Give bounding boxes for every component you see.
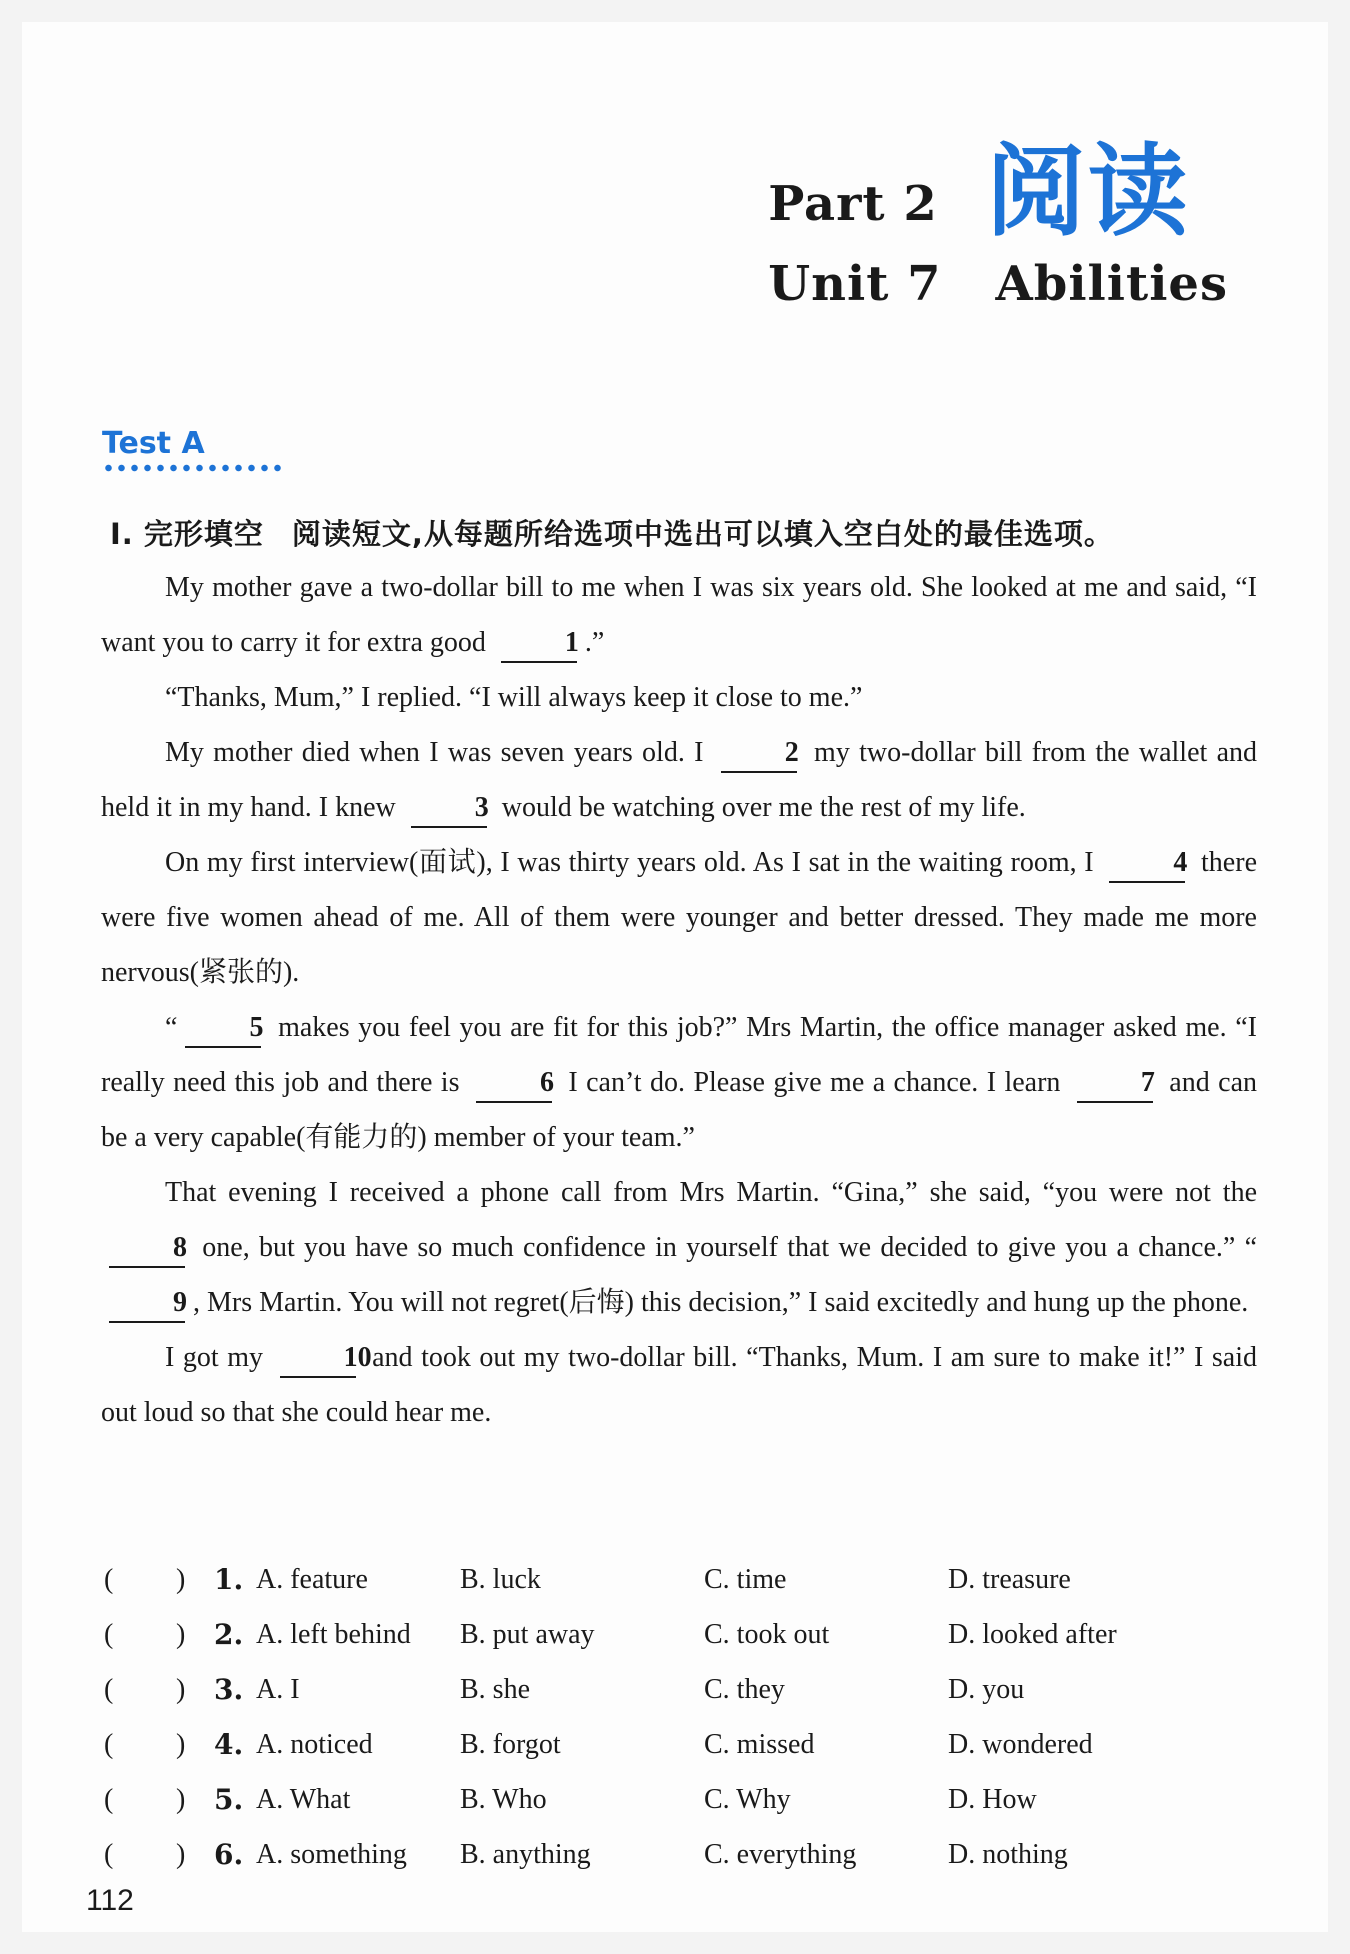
option-b[interactable]: B. forgot	[460, 1728, 561, 1760]
answer-bracket[interactable]: ( )	[104, 1838, 186, 1870]
paragraph-4	[101, 835, 1257, 1000]
test-label: Test A	[102, 426, 205, 461]
section-title: 完形填空	[143, 517, 264, 551]
textbook-page	[22, 22, 1328, 1932]
option-c[interactable]: C. took out	[704, 1618, 830, 1650]
option-a[interactable]: A. feature	[256, 1563, 368, 1595]
blank-9[interactable]: 9	[109, 1285, 185, 1323]
blank-4[interactable]: 4	[1109, 845, 1185, 883]
passage-text: , Mrs Martin. You will not regret(后悔) this decision,” I said excitedly and hung up the phone.	[193, 1287, 1249, 1318]
passage-text: “Thanks, Mum,” I replied. “I will always keep it close to me.”	[165, 682, 863, 713]
passage-text: My mother gave a two-dollar bill to me when I was six years old. She looked at me and said, “I want you to carry it for extra good	[101, 572, 1257, 658]
passage-text: I can’t do. Please give me a chance. I learn	[568, 1067, 1061, 1098]
blank-6[interactable]: 6	[476, 1065, 552, 1103]
answer-bracket[interactable]: ( )	[104, 1563, 186, 1595]
option-b[interactable]: B. anything	[460, 1838, 591, 1870]
passage-text: On my first interview(面试), I was thirty years old. As I sat in the waiting room, I	[165, 847, 1094, 878]
blank-1[interactable]: 1	[501, 625, 577, 663]
option-d[interactable]: D. wondered	[948, 1728, 1093, 1760]
passage-text: there were five women ahead of me. All of them were younger and better dressed. They made me more nervous(紧张的).	[101, 847, 1257, 988]
option-c[interactable]: C. everything	[704, 1838, 857, 1870]
passage-text: “	[165, 1012, 178, 1043]
option-b[interactable]: B. luck	[460, 1563, 541, 1595]
page-number: 112	[86, 1884, 134, 1917]
passage-text: My mother died when I was seven years old. I	[165, 737, 704, 768]
option-b[interactable]: B. Who	[460, 1783, 547, 1815]
option-a[interactable]: A. I	[256, 1673, 300, 1705]
cloze-passage	[101, 560, 1257, 1440]
unit-label: Unit 7	[768, 256, 942, 312]
dotted-underline	[102, 464, 286, 472]
question-number: 1.	[214, 1563, 244, 1596]
answer-bracket[interactable]: ( )	[104, 1673, 186, 1705]
option-d[interactable]: D. treasure	[948, 1563, 1071, 1595]
answer-bracket[interactable]: ( )	[104, 1618, 186, 1650]
option-a[interactable]: A. left behind	[256, 1618, 411, 1650]
blank-7[interactable]: 7	[1077, 1065, 1153, 1103]
paragraph-5	[101, 1000, 1257, 1165]
blank-8[interactable]: 8	[109, 1230, 185, 1268]
option-a[interactable]: A. noticed	[256, 1728, 373, 1760]
question-number: 5.	[214, 1783, 244, 1816]
part-heading	[768, 133, 1228, 250]
passage-text: makes you feel you are fit for this job?” Mrs Martin, the office manager asked me. “I really need this job and there is	[101, 1012, 1257, 1098]
passage-text: one, but you have so much confidence in yourself that we decided to give you a chance.” “	[202, 1232, 1258, 1263]
answer-bracket[interactable]: ( )	[104, 1728, 186, 1760]
option-d[interactable]: D. nothing	[948, 1838, 1068, 1870]
unit-heading	[768, 256, 1228, 312]
section-instruction: 阅读短文,从每题所给选项中选出可以填入空白处的最佳选项。	[291, 517, 1114, 551]
option-a[interactable]: A. What	[256, 1783, 351, 1815]
answer-bracket[interactable]: ( )	[104, 1783, 186, 1815]
question-row	[104, 1662, 1264, 1717]
question-list	[104, 1552, 1264, 1882]
unit-title: Abilities	[995, 256, 1228, 312]
paragraph-7	[101, 1330, 1257, 1440]
part-label: Part 2	[768, 176, 938, 232]
paragraph-2	[101, 670, 1257, 725]
paragraph-3	[101, 725, 1257, 835]
question-row	[104, 1607, 1264, 1662]
passage-text: That evening I received a phone call from Mrs Martin. “Gina,” she said, “you were not the	[165, 1177, 1257, 1208]
blank-5[interactable]: 5	[185, 1010, 261, 1048]
blank-2[interactable]: 2	[721, 735, 797, 773]
part-chinese-title: 阅读	[985, 133, 1190, 250]
question-number: 6.	[214, 1838, 244, 1871]
passage-text: and can be a very capable(有能力的) member of your team.”	[101, 1067, 1258, 1153]
option-c[interactable]: C. time	[704, 1563, 787, 1595]
question-number: 2.	[214, 1618, 244, 1651]
passage-text: my two-dollar bill from the wallet and held it in my hand. I knew	[101, 737, 1258, 823]
option-c[interactable]: C. Why	[704, 1783, 791, 1815]
question-number: 4.	[214, 1728, 244, 1761]
option-c[interactable]: C. missed	[704, 1728, 815, 1760]
option-b[interactable]: B. put away	[460, 1618, 595, 1650]
question-number: 3.	[214, 1673, 244, 1706]
option-d[interactable]: D. you	[948, 1673, 1025, 1705]
option-a[interactable]: A. something	[256, 1838, 407, 1870]
blank-3[interactable]: 3	[411, 790, 487, 828]
option-d[interactable]: D. looked after	[948, 1618, 1117, 1650]
passage-text: would be watching over me the rest of my life.	[501, 792, 1026, 823]
option-d[interactable]: D. How	[948, 1783, 1037, 1815]
paragraph-6	[101, 1165, 1257, 1330]
passage-text: and took out my two-dollar bill. “Thanks, Mum. I am sure to make it!” I said out loud so that she could hear me.	[101, 1342, 1258, 1428]
question-row	[104, 1827, 1264, 1882]
section-number: I.	[110, 517, 134, 551]
page-header	[768, 133, 1228, 312]
passage-text: .”	[584, 627, 605, 658]
question-row	[104, 1772, 1264, 1827]
question-row	[104, 1717, 1264, 1772]
section-heading	[110, 512, 1114, 553]
question-row	[104, 1552, 1264, 1607]
option-c[interactable]: C. they	[704, 1673, 785, 1705]
blank-10[interactable]: 10	[280, 1340, 356, 1378]
passage-text: I got my	[165, 1342, 263, 1373]
paragraph-1	[101, 560, 1257, 670]
option-b[interactable]: B. she	[460, 1673, 530, 1705]
